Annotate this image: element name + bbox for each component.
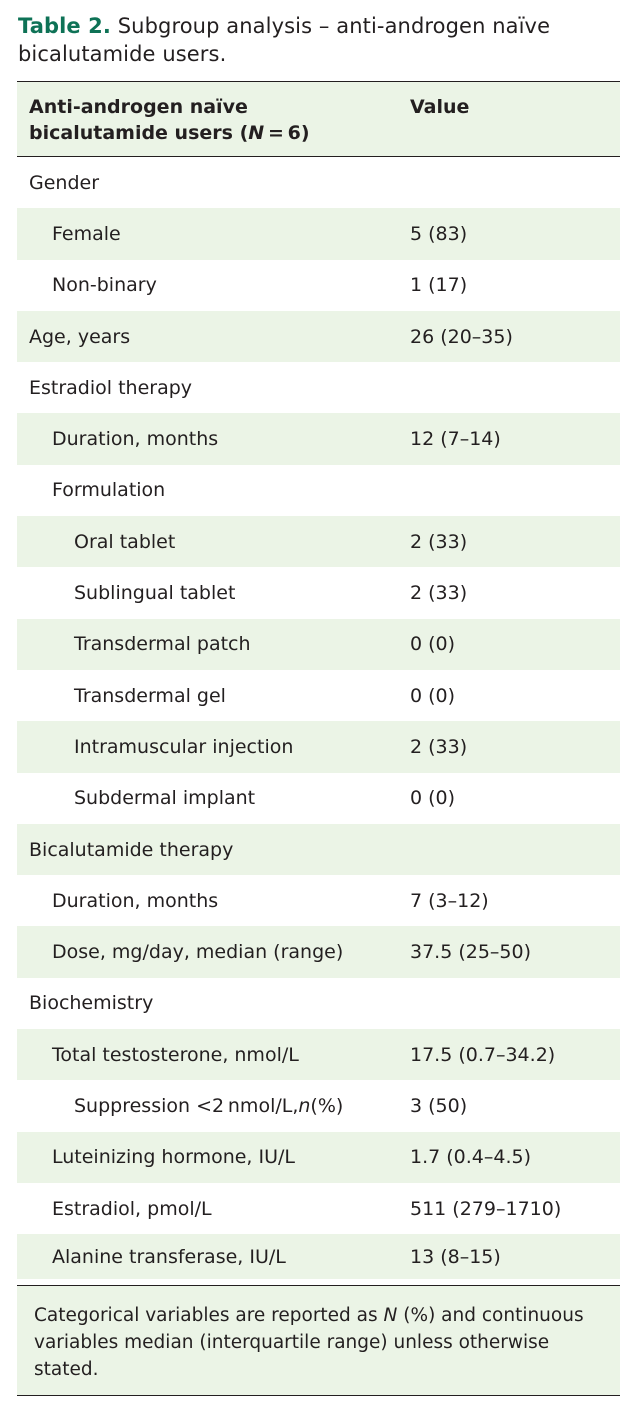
row-value: 511 (279–1710) <box>410 1197 562 1220</box>
row-label: Bicalutamide therapy <box>29 838 234 861</box>
row-label: Dose, mg/day, median (range) <box>52 941 344 964</box>
table-header <box>17 82 620 157</box>
table-row <box>17 1183 620 1234</box>
row-value: 2 (33) <box>410 582 468 605</box>
footnote-text: Categorical variables are reported as N (%) and continuous variables median (interquartile range) unless otherwise stated. <box>34 1305 584 1380</box>
table-row <box>17 516 620 567</box>
table-row <box>17 260 620 311</box>
row-label: Age, years <box>29 325 131 348</box>
footnote-rule <box>17 1395 620 1396</box>
row-value: 17.5 (0.7–34.2) <box>410 1043 556 1066</box>
table-label: Table 2. <box>18 14 111 38</box>
row-value: 12 (7–14) <box>410 428 501 451</box>
table-row <box>17 1029 620 1080</box>
row-label: Formulation <box>52 479 166 502</box>
table-footnote <box>17 1286 620 1395</box>
row-label: Transdermal patch <box>74 633 251 656</box>
table-row <box>17 362 620 413</box>
row-label: Duration, months <box>52 889 219 912</box>
row-value: 0 (0) <box>410 633 456 656</box>
row-value: 1.7 (0.4–4.5) <box>410 1146 532 1169</box>
table-row <box>17 978 620 1029</box>
row-label: Suppression <2 nmol/L, n (%) <box>74 1094 344 1117</box>
row-label: Oral tablet <box>74 530 176 553</box>
row-label: Transdermal gel <box>74 684 226 707</box>
row-value: 2 (33) <box>410 530 468 553</box>
row-value: 0 (0) <box>410 787 456 810</box>
table-row <box>17 875 620 926</box>
table-row <box>17 619 620 670</box>
table-row <box>17 773 620 824</box>
table-row <box>17 157 620 208</box>
table-row <box>17 1234 620 1279</box>
header-cohort: Anti-androgen naïve bicalutamide users (N = 6) <box>29 96 310 144</box>
row-value: 26 (20–35) <box>410 325 513 348</box>
row-value: 0 (0) <box>410 684 456 707</box>
row-label: Duration, months <box>52 428 219 451</box>
table-row <box>17 465 620 516</box>
table-caption <box>18 12 618 68</box>
table-row <box>17 926 620 977</box>
table-row <box>17 721 620 772</box>
table-row <box>17 824 620 875</box>
table-row <box>17 413 620 464</box>
row-label: Biochemistry <box>29 992 154 1015</box>
row-value: 37.5 (25–50) <box>410 941 532 964</box>
row-label: Sublingual tablet <box>74 582 236 605</box>
table-row <box>17 1132 620 1183</box>
row-value: 5 (83) <box>410 222 468 245</box>
row-label: Non-binary <box>52 274 157 297</box>
row-label: Gender <box>29 171 100 194</box>
row-label: Alanine transferase, IU/L <box>52 1245 286 1268</box>
table-row <box>17 1080 620 1131</box>
row-value: 3 (50) <box>410 1094 468 1117</box>
row-label: Subdermal implant <box>74 787 256 810</box>
row-value: 13 (8–15) <box>410 1245 501 1268</box>
row-label: Female <box>52 222 121 245</box>
table-row <box>17 567 620 618</box>
row-value: 1 (17) <box>410 274 468 297</box>
table-row <box>17 670 620 721</box>
row-label: Intramuscular injection <box>74 735 294 758</box>
header-value: Value <box>410 96 470 118</box>
row-label: Estradiol therapy <box>29 376 193 399</box>
table-body <box>17 157 620 1279</box>
table-row <box>17 208 620 259</box>
row-label: Estradiol, pmol/L <box>52 1197 212 1220</box>
row-value: 7 (3–12) <box>410 889 489 912</box>
row-label: Total testosterone, nmol/L <box>52 1043 299 1066</box>
table-title: Subgroup analysis – anti-androgen naïve bicalutamide users. <box>18 14 551 66</box>
row-value: 2 (33) <box>410 735 468 758</box>
table-row <box>17 311 620 362</box>
row-label: Luteinizing hormone, IU/L <box>52 1146 296 1169</box>
